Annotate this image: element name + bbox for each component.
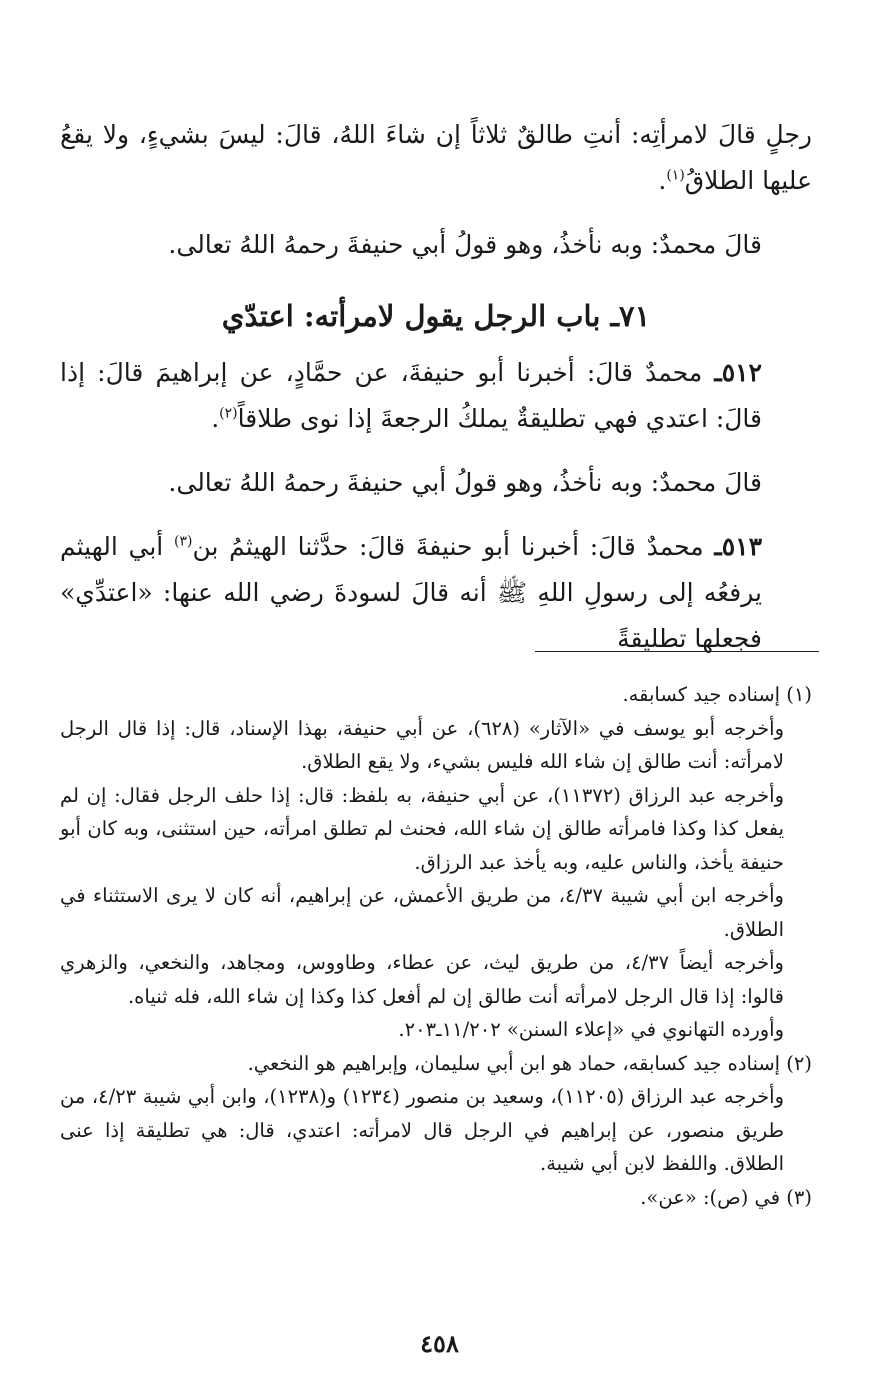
footnote-line: (٢) إسناده جيد كسابقه، حماد هو ابن أبي سليمان، وإبراهيم هو النخعي. (247, 1051, 812, 1075)
footnote-line: وأخرجه أبو يوسف في «الآثار» (٦٢٨)، عن أبي حنيفة، بهذا الإسناد، قال: إذا قال الرجل لامرأته: أنت طالق إن شاء الله فليس بشيء، ولا يقع الطلاق. (60, 716, 784, 773)
chapter-heading: ٧١ـ باب الرجل يقول لامرأته: اعتدّي (221, 299, 651, 333)
paragraph-1-text: رجلٍ قالَ لامرأتِه: أنتِ طالقٌ ثلاثاً إن شاءَ اللهُ، قالَ: ليسَ بشيءٍ، ولا يقعُ عليها الطلاقُ (60, 120, 812, 195)
paragraph-513 (60, 524, 812, 662)
footnote-line: (٣) في (ص): «عن». (640, 1185, 812, 1209)
paragraph-4: قالَ محمدٌ: وبه نأخذُ، وهو قولُ أبي حنيفةَ رحمهُ اللهُ تعالى. (168, 468, 762, 497)
paragraph-513-text-a: محمدٌ قالَ: أخبرنا أبو حنيفةَ قالَ: حدَّثنا الهيثمُ بن (192, 532, 715, 561)
footnote-ref-1[interactable]: (١) (666, 167, 685, 184)
page-number: ٤٥٨ (420, 1329, 459, 1358)
main-text (60, 112, 812, 662)
footnote-ref-2[interactable]: (٢) (219, 405, 238, 422)
paragraph-512-text: محمدٌ قالَ: أخبرنا أبو حنيفةَ، عن حمَّادٍ، عن إبراهيمَ قالَ: إذا قالَ: اعتدي فهي تطليقةٌ يملكُ الرجعةَ إذا نوى طلاقاً (60, 358, 762, 433)
footnote-line: وأخرجه عبد الرزاق (١١٣٧٢)، عن أبي حنيفة، به بلفظ: قال: إذا حلف الرجل فقال: إن لم يفعل كذا وكذا فامرأته طالق إن شاء الله، فحنث لم تطلق امرأته، حين استثنى، وبه كان أبو حنيفة يأخذ، والناس عليه، وبه يأخذ عبد الرزاق. (60, 783, 784, 874)
footnote-separator (535, 651, 819, 652)
hadith-number-513: ٥١٣ـ (714, 532, 763, 561)
paragraph-1-end: . (658, 166, 667, 195)
paragraph-513-text-b: أبي الهيثم يرفعُه إلى رسولِ اللهِ ﷺ أنه قالَ لسودةَ رضي الله عنها: «اعتدِّي» فجعلها تطليقةً (60, 532, 762, 653)
hadith-number-512: ٥١٢ـ (714, 358, 762, 387)
footnotes (60, 678, 812, 1214)
footnote-line: وأخرجه ابن أبي شيبة ٤/٣٧، من طريق الأعمش، عن إبراهيم، أنه كان لا يرى الاستثناء في الطلاق. (60, 884, 784, 941)
paragraph-2: قالَ محمدٌ: وبه نأخذُ، وهو قولُ أبي حنيفةَ رحمهُ اللهُ تعالى. (168, 230, 762, 259)
paragraph-512-end: . (211, 404, 220, 433)
footnote-line: وأورده التهانوي في «إعلاء السنن» ١١/٢٠٢ـ٢٠٣. (398, 1018, 784, 1041)
footnote-ref-3[interactable]: (٣) (173, 533, 193, 550)
footnote-line: وأخرجه عبد الرزاق (١١٢٠٥)، وسعيد بن منصور (١٢٣٤) و(١٢٣٨)، وابن أبي شيبة ٤/٢٣، من طريق منصور، عن إبراهيم في الرجل قال لامرأته: اعتدي، قال: هي تطليقة إذا عنى الطلاق. واللفظ لابن أبي شيبة. (60, 1085, 785, 1175)
paragraph-512 (60, 350, 812, 442)
footnote-line: وأخرجه أيضاً ٤/٣٧، من طريق ليث، عن عطاء، وطاووس، ومجاهد، والنخعي، والزهري قالوا: إذا قال الرجل لامرأته أنت طالق إن لم أفعل كذا وكذا إن شاء الله، فله ثنياه. (60, 951, 784, 1008)
footnote-line: (١) إسناده جيد كسابقه. (622, 683, 812, 706)
paragraph-1 (60, 112, 812, 204)
